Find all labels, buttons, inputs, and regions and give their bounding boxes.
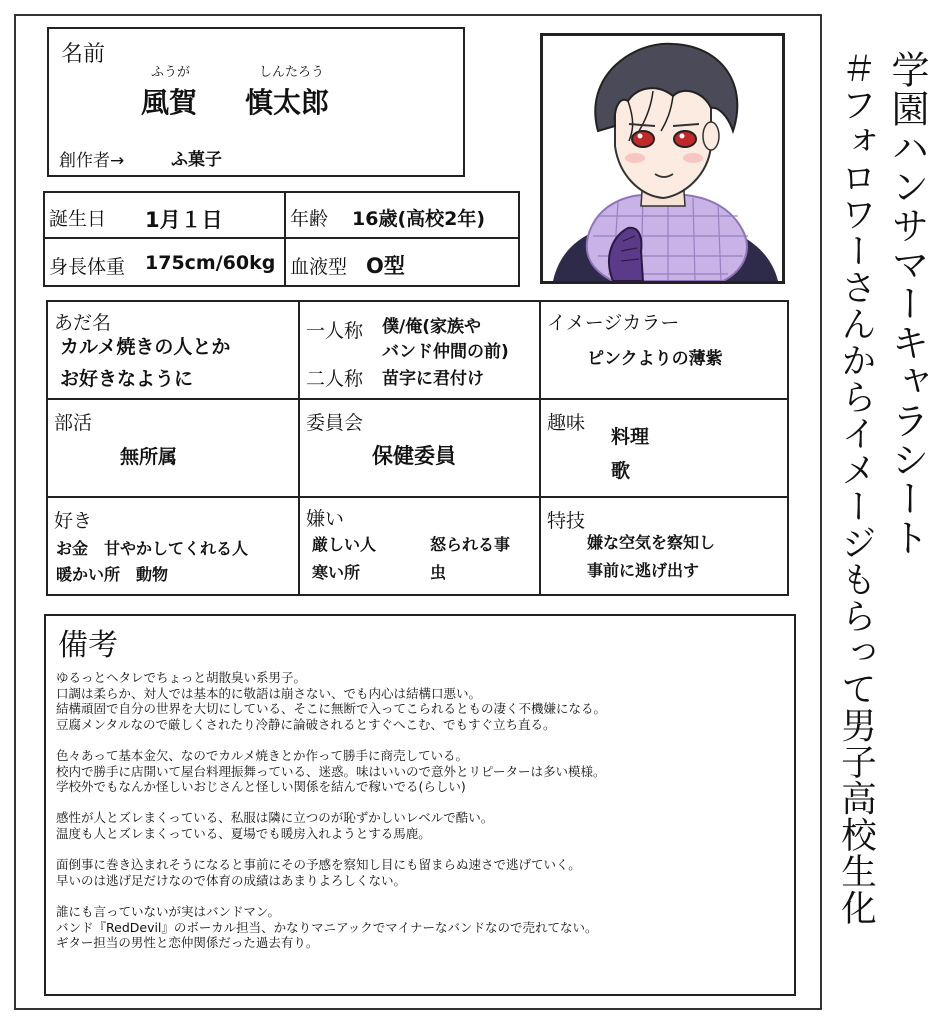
blood-label: 血液型 xyxy=(290,256,348,278)
notes-label: 備考 xyxy=(58,628,118,663)
club-label: 部活 xyxy=(54,412,93,434)
side-title-line-1: 学園ハンサマーキャラシート xyxy=(885,50,929,557)
club-value: 無所属 xyxy=(120,446,178,468)
notes-line: 校内で勝手に店開いて屋台料理振舞っている、迷惑。味はいいので意外とリピーターは多い模様。 xyxy=(56,763,606,779)
creator-label: 創作者→ xyxy=(59,151,125,171)
notes-line: 面倒事に巻き込まれそうになると事前にその予感を察知し目にも留まらぬ速さで逃げていく。 xyxy=(56,857,581,873)
birthday-label: 誕生日 xyxy=(49,208,107,230)
dislikes-cell xyxy=(298,496,541,596)
second-person-label: 二人称 xyxy=(306,368,364,390)
height-weight-value: 175cm/60kg xyxy=(145,252,276,274)
blood-cell xyxy=(284,237,520,287)
blood-value: O型 xyxy=(366,254,405,278)
hobby-value-2: 歌 xyxy=(611,460,631,482)
likes-value-2: 暖かい所 動物 xyxy=(56,565,169,584)
notes-line: 口調は柔らか、対人では基本的に敬語は崩さない、でも内心は結構口悪い。 xyxy=(56,685,482,701)
hobby-cell xyxy=(539,398,789,498)
notes-line: 誰にも言っていないが実はバンドマン。 xyxy=(56,903,281,919)
dislikes-value-1a: 厳しい人 xyxy=(312,535,377,554)
image-color-cell xyxy=(539,300,789,400)
notes-line: 学校外でもなんか怪しいおじさんと怪しい関係を結んで稼いでる(らしい) xyxy=(56,779,466,795)
birthday-cell xyxy=(43,191,286,239)
given-name: 慎太郎 xyxy=(245,86,330,119)
notes-line: 感性が人とズレまくっている、私服は隣に立つのが恥ずかしいレベルで酷い。 xyxy=(56,810,494,826)
first-person-label: 一人称 xyxy=(306,320,364,342)
notes-line: 早いのは逃げ足だけなので体育の成績はあまりよろしくない。 xyxy=(56,872,407,888)
age-value: 16歳(高校2年) xyxy=(352,208,486,230)
creator-name: ふ菓子 xyxy=(171,150,222,170)
dislikes-label: 嫌い xyxy=(306,508,345,530)
birthday-value: 1月１日 xyxy=(145,208,223,232)
age-cell xyxy=(284,191,520,239)
committee-cell xyxy=(298,398,541,498)
first-person-value-1: 僕/俺(家族や xyxy=(382,317,481,337)
height-weight-label: 身長体重 xyxy=(49,256,126,278)
name-label: 名前 xyxy=(61,42,106,67)
nickname-value-2: お好きなように xyxy=(60,368,194,390)
notes-line: 色々あって基本金欠、なのでカルメ焼きとか作って勝手に商売している。 xyxy=(56,747,469,763)
height-weight-cell xyxy=(43,237,286,287)
nickname-cell xyxy=(46,300,300,400)
notes-line: 結構頑固で自分の世界を大切にしている、そこに無断で入ってこられるともの凄く不機嫌になる。 xyxy=(56,701,607,717)
notes-line xyxy=(56,888,606,904)
notes-box xyxy=(44,614,796,996)
age-label: 年齢 xyxy=(290,208,329,230)
notes-line: 温度も人とズレまくっている、夏場でも暖房入れようとする馬鹿。 xyxy=(56,825,431,841)
character-portrait xyxy=(543,36,782,281)
notes-line xyxy=(56,732,606,748)
image-color-value: ピンクよりの薄紫 xyxy=(587,349,723,369)
club-cell xyxy=(46,398,300,498)
dislikes-value-2a: 寒い所 xyxy=(312,563,361,582)
hobby-value-1: 料理 xyxy=(611,426,650,448)
image-color-label: イメージカラー xyxy=(547,312,680,334)
committee-label: 委員会 xyxy=(306,412,364,434)
notes-line: バンド『RedDevil』のボーカル担当、かなりマニアックでマイナーなバンドなので売れてない。 xyxy=(56,919,598,935)
notes-line: ゆるっとヘタレでちょっと胡散臭い系男子。 xyxy=(56,670,307,685)
name-box xyxy=(47,27,465,177)
family-name: 風賀 xyxy=(141,86,198,119)
notes-line xyxy=(56,795,606,811)
portrait-frame xyxy=(540,33,785,284)
dislikes-value-1b: 怒られる事 xyxy=(430,535,511,554)
likes-label: 好き xyxy=(54,510,93,532)
committee-value: 保健委員 xyxy=(372,444,456,468)
second-person-value: 苗字に君付け xyxy=(382,369,484,389)
first-person-value-2: バンド仲間の前) xyxy=(382,342,509,362)
notes-line: ギター担当の男性と恋仲関係だった過去有り。 xyxy=(56,935,319,951)
nickname-label: あだ名 xyxy=(54,312,112,334)
notes-body xyxy=(56,670,606,951)
likes-cell xyxy=(46,496,300,596)
skill-label: 特技 xyxy=(547,510,586,532)
notes-line xyxy=(56,842,606,858)
dislikes-value-2b: 虫 xyxy=(430,563,447,582)
skill-value-2: 事前に逃げ出す xyxy=(587,561,700,580)
skill-value-1: 嫌な空気を察知し xyxy=(587,533,716,552)
notes-line: 豆腐メンタルなので厳しくされたり冷静に論破されるとすぐへこむ、でもすぐ立ち直る。 xyxy=(56,716,556,732)
nickname-value-1: カルメ焼きの人とか xyxy=(60,336,231,358)
person-cell xyxy=(298,300,541,400)
likes-value-1: お金 甘やかしてくれる人 xyxy=(56,539,249,558)
skill-cell xyxy=(539,496,789,596)
furigana-given: しんたろう xyxy=(259,65,325,80)
furigana-family: ふうが xyxy=(151,65,191,80)
hobby-label: 趣味 xyxy=(547,412,586,434)
side-title-line-2: ＃フォロワーさんからイメージもらって男子高校生化 xyxy=(835,50,877,926)
